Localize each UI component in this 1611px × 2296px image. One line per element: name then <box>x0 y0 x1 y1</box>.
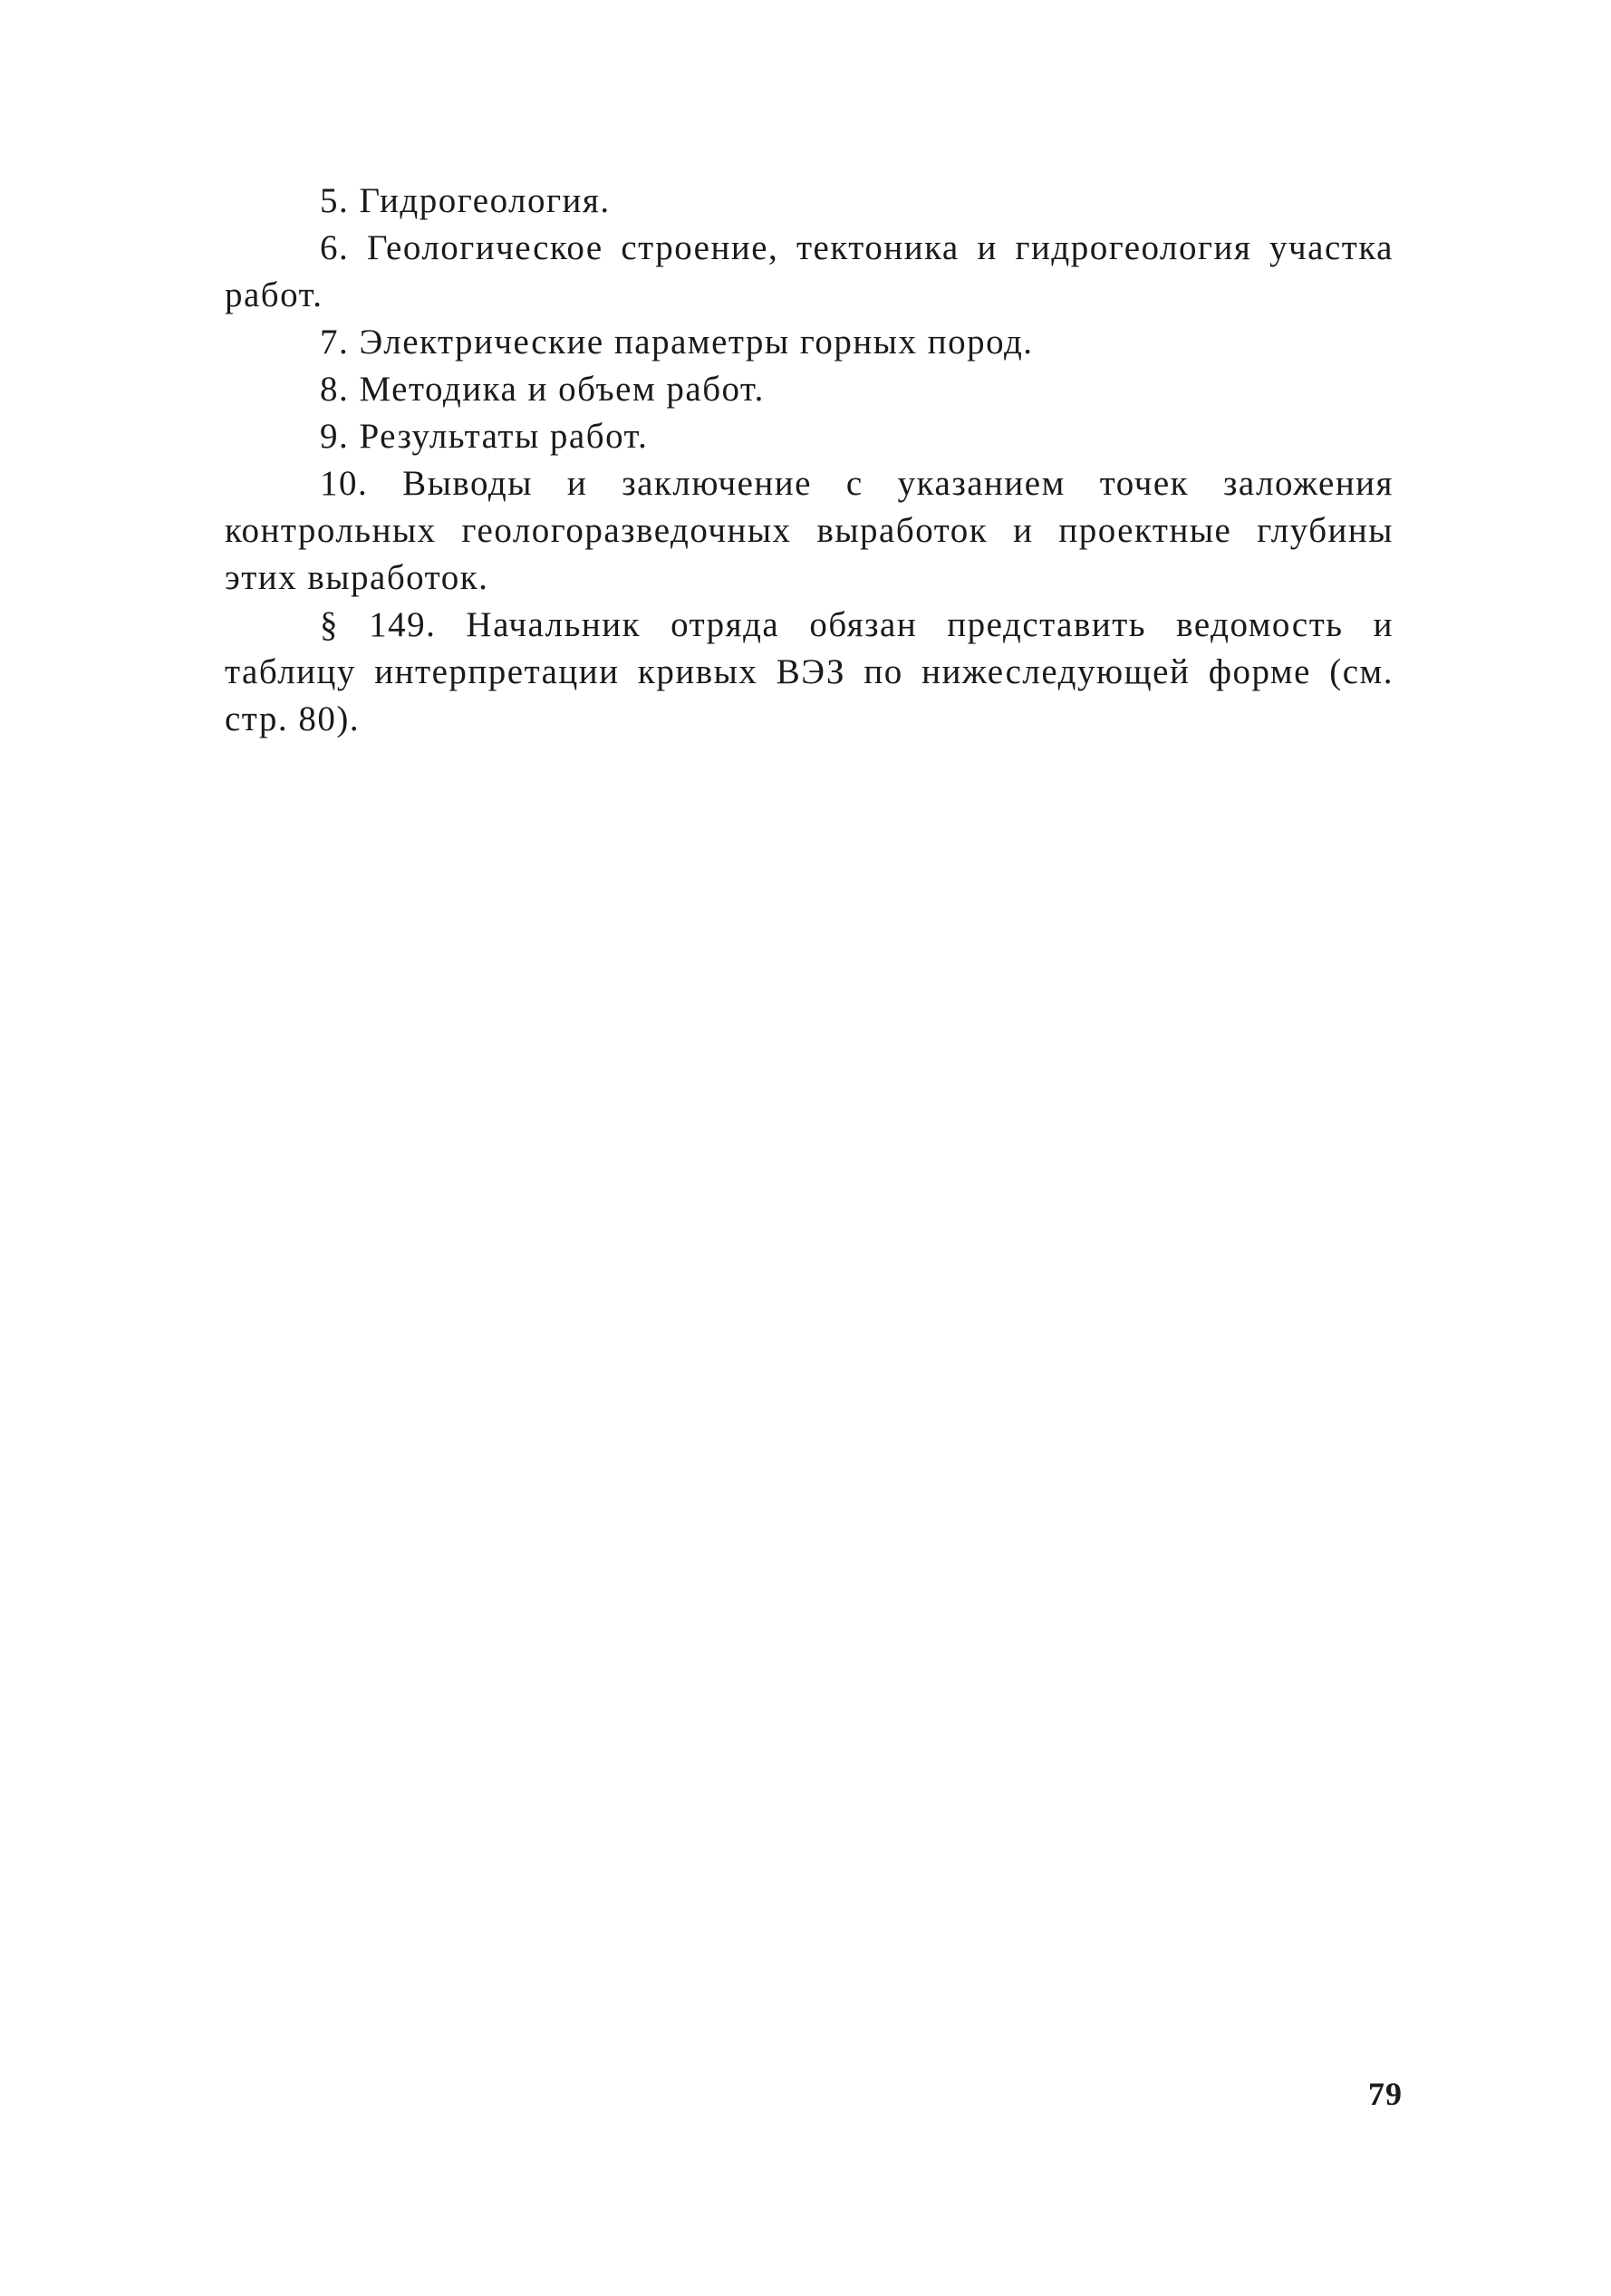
list-item-9: 9. Результаты работ. <box>320 417 649 456</box>
page-number: 79 <box>1368 2076 1403 2112</box>
list-item-8: 8. Методика и объем работ. <box>320 370 765 409</box>
list-item-6: 6. Геологическое строение, тектоника и гидрогеология участка работ. <box>225 228 1394 314</box>
section-149-paragraph: § 149. Начальник отряда обязан представить ведомость и таблицу интерпретации кривых ВЭЗ по нижеследующей форме (см. стр. 80). <box>225 605 1394 738</box>
list-item-7: 7. Электрические параметры горных пород. <box>320 323 1034 362</box>
list-item-5: 5. Гидрогеология. <box>320 181 611 220</box>
list-item-10: 10. Выводы и заключение с указанием точек заложения контрольных геологоразведочных выработок и проектные глубины этих выработок. <box>225 464 1394 597</box>
body-text <box>225 178 1394 743</box>
